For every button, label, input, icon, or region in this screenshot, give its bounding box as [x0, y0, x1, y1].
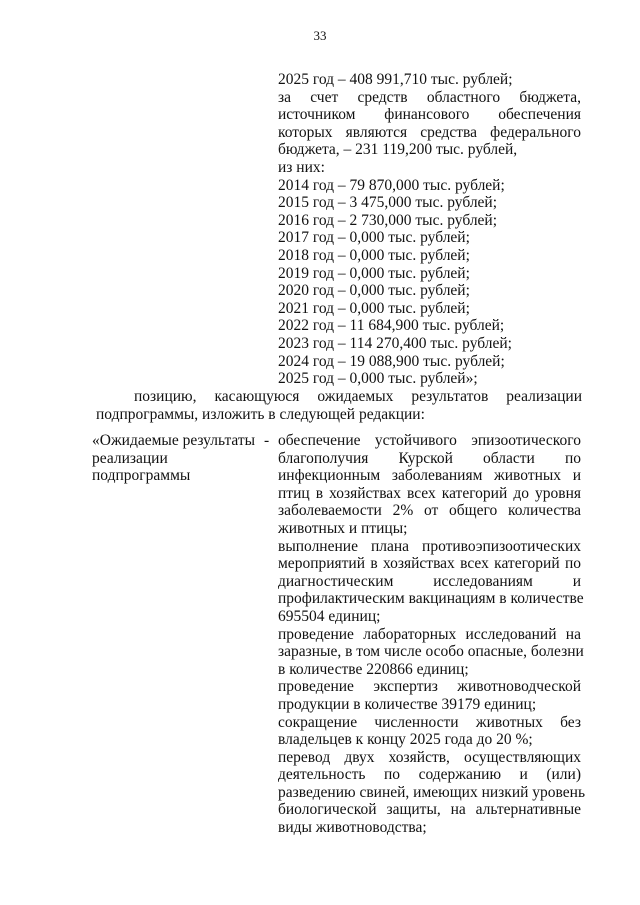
intro-paragraph — [96, 388, 582, 423]
label-dash: - — [264, 432, 270, 449]
financing-line: источником финансового обеспечения — [278, 106, 581, 124]
expected-results-list — [278, 432, 586, 837]
financing-line: из них: — [278, 158, 325, 176]
financing-year-line: 2020 год – 0,000 тыс. рублей; — [278, 282, 470, 300]
financing-line: которых являются средства федерального — [278, 123, 581, 141]
result-line: проведение лабораторных исследований на — [278, 625, 581, 643]
result-line: сокращение численности животных без — [278, 713, 581, 731]
result-line: заразные, в том числе особо опасные, болезни — [278, 643, 584, 661]
result-line: заболеваемости 2% от общего количества — [278, 502, 581, 520]
financing-year-line: 2024 год – 19 088,900 тыс. рублей; — [278, 352, 505, 370]
financing-year-line: 2015 год – 3 475,000 тыс. рублей; — [278, 194, 498, 212]
financing-year-line: 2025 год – 0,000 тыс. рублей»; — [278, 370, 478, 388]
result-line: благополучия Курской области по — [278, 449, 581, 467]
financing-year-line: 2023 год – 114 270,400 тыс. рублей; — [278, 334, 512, 352]
result-line: животных и птицы; — [278, 519, 408, 537]
result-line: в количестве 220866 единиц; — [278, 660, 469, 678]
result-line: деятельность по содержанию и (или) — [278, 766, 581, 784]
label-line-1: «Ожидаемые результаты — [92, 432, 256, 449]
financing-year-line: 2017 год – 0,000 тыс. рублей; — [278, 229, 470, 247]
financing-line: 2025 год – 408 991,710 тыс. рублей; — [278, 71, 513, 88]
result-line: разведению свиней, имеющих низкий уровень — [278, 783, 586, 801]
financing-year-line: 2021 год – 0,000 тыс. рублей; — [278, 299, 470, 317]
result-line: обеспечение устойчивого эпизоотического — [278, 432, 581, 449]
financing-year-line: 2019 год – 0,000 тыс. рублей; — [278, 264, 470, 282]
intro-line-1: позицию, касающуюся ожидаемых результатов реализации — [134, 388, 582, 405]
result-line: птиц в хозяйствах всех категорий до уровня — [278, 484, 581, 502]
label-line-2: реализации — [92, 449, 168, 467]
result-line: профилактическим вакцинациям в количестве — [278, 590, 584, 608]
financing-block — [278, 71, 581, 388]
result-line: продукции в количестве 39179 единиц; — [278, 695, 537, 713]
intro-line-2: подпрограммы, изложить в следующей редакции: — [96, 405, 425, 423]
financing-year-line: 2022 год – 11 684,900 тыс. рублей; — [278, 317, 505, 335]
financing-year-line: 2014 год – 79 870,000 тыс. рублей; — [278, 176, 505, 194]
result-line: владельцев к концу 2025 года до 20 %; — [278, 731, 533, 749]
result-line: 695504 единиц; — [278, 607, 381, 625]
result-line: перевод двух хозяйств, осуществляющих — [278, 748, 581, 766]
result-line: виды животноводства; — [278, 819, 427, 837]
result-line: проведение экспертиз животноводческой — [278, 678, 581, 696]
financing-year-line: 2018 год – 0,000 тыс. рублей; — [278, 246, 470, 264]
page-number: 33 — [313, 28, 327, 43]
result-line: выполнение плана противоэпизоотических — [278, 537, 581, 555]
financing-line: за счет средств областного бюджета, — [278, 88, 581, 106]
label-line-3: подпрограммы — [92, 467, 191, 485]
expected-results-label — [92, 432, 272, 485]
financing-line: бюджета, – 231 119,200 тыс. рублей, — [278, 141, 518, 159]
result-line: мероприятий в хозяйствах всех категорий по — [278, 555, 581, 573]
result-line: инфекционным заболеваниям животных и — [278, 467, 581, 485]
result-line: диагностическим исследованиям и — [278, 572, 581, 590]
financing-year-line: 2016 год – 2 730,000 тыс. рублей; — [278, 211, 498, 229]
result-line: биологической защиты, на альтернативные — [278, 801, 581, 819]
